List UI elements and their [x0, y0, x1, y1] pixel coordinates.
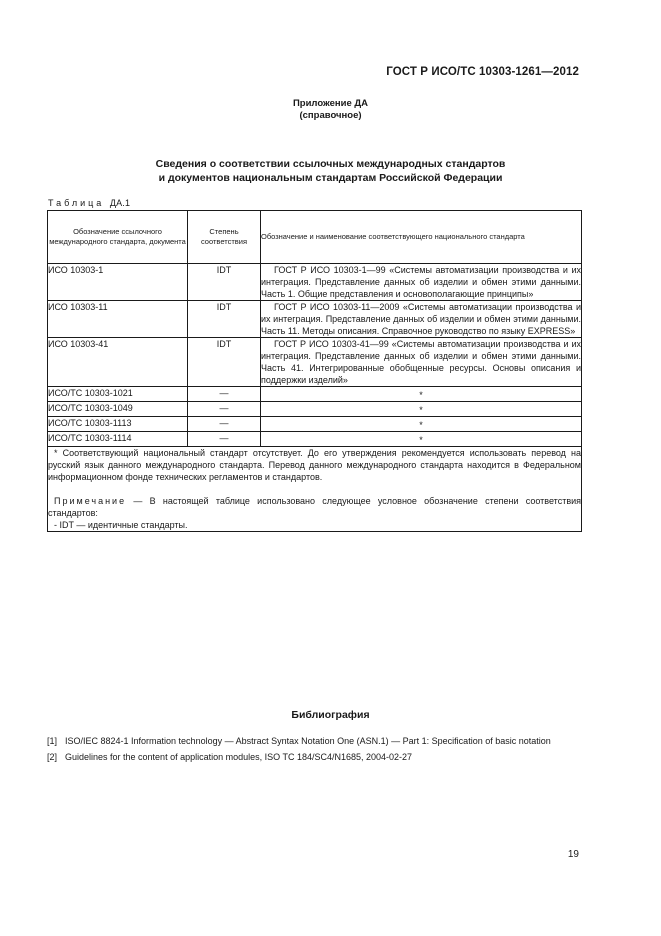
cell-degree: IDT	[188, 338, 261, 387]
table-notes	[48, 447, 582, 532]
header-international-ref: Обозначение ссылочного международного стандарта, документа	[48, 211, 188, 264]
cell-national: *	[261, 417, 582, 432]
table-label-word: Таблица	[48, 198, 105, 208]
cell-degree: —	[188, 402, 261, 417]
header-degree: Степень соответствия	[188, 211, 261, 264]
note-text: — В настоящей таблице использовано следующее условное обозначение степени соответствия стандартов:	[48, 496, 581, 518]
cell-national	[261, 264, 582, 301]
table-row	[48, 402, 582, 417]
table-row	[48, 387, 582, 402]
table-row	[48, 338, 582, 387]
table-row	[48, 301, 582, 338]
table-row	[48, 417, 582, 432]
cell-national: *	[261, 432, 582, 447]
bib-number: [2]	[47, 752, 58, 762]
cell-national-text: ГОСТ Р ИСО 10303-41—99 «Системы автоматизации производства и их интеграция. Представление данных об изделии и обмен этими данными. Часть 41. Интегрированные обобщенные ресурсы. Основы описания и поддержки изделий»	[261, 339, 581, 385]
footnote-text: * Соответствующий национальный стандарт отсутствует. До его утверждения рекомендуется использовать перевод на русский язык данного международного стандарта. Перевод данного международного стандарта находится в Федеральном информационном фонде технических регламентов и стандартов.	[48, 448, 581, 482]
cell-ref: ИСО/ТС 10303-1113	[48, 417, 188, 432]
page-number: 19	[567, 849, 579, 860]
correspondence-table	[47, 210, 582, 532]
header-national-standard: Обозначение и наименование соответствующего национального стандарта	[261, 211, 582, 264]
cell-degree: —	[188, 432, 261, 447]
cell-national: *	[261, 387, 582, 402]
cell-degree: IDT	[188, 301, 261, 338]
heading-line-1: Сведения о соответствии ссылочных международных стандартов	[155, 158, 506, 170]
cell-degree: —	[188, 417, 261, 432]
heading-line-2: и документов национальным стандартам Российской Федерации	[158, 172, 503, 184]
bibliography-item	[47, 751, 582, 763]
table-row	[48, 264, 582, 301]
table-label-number: ДА.1	[109, 198, 131, 208]
note-item-text: - IDT — идентичные стандарты.	[54, 520, 188, 530]
bibliography-item	[47, 735, 582, 747]
document-code: ГОСТ Р ИСО/ТС 10303-1261—2012	[386, 66, 579, 78]
table-notes-row	[48, 447, 582, 532]
bib-text: Guidelines for the content of application modules, ISO TC 184/SC4/N1685, 2004-02-27	[65, 752, 413, 762]
annex-title: Приложение ДА	[292, 98, 369, 109]
cell-degree: IDT	[188, 264, 261, 301]
bib-number: [1]	[47, 736, 58, 746]
bib-text: ISO/IEC 8824-1 Information technology — Abstract Syntax Notation One (ASN.1) — Part 1: Specification of basic notation	[65, 736, 551, 746]
cell-ref: ИСО 10303-11	[48, 301, 188, 338]
cell-ref: ИСО/ТС 10303-1114	[48, 432, 188, 447]
cell-ref: ИСО/ТС 10303-1021	[48, 387, 188, 402]
table-note	[48, 495, 581, 519]
note-item	[48, 519, 581, 531]
cell-ref: ИСО 10303-41	[48, 338, 188, 387]
cell-national	[261, 301, 582, 338]
cell-degree: —	[188, 387, 261, 402]
table-label	[48, 198, 130, 208]
annex-title-block	[0, 98, 661, 122]
annex-subtitle: (справочное)	[299, 110, 362, 121]
table-row	[48, 432, 582, 447]
cell-ref: ИСО 10303-1	[48, 264, 188, 301]
cell-ref: ИСО/ТС 10303-1049	[48, 402, 188, 417]
bibliography-title: Библиография	[291, 709, 370, 721]
table-footnote	[48, 447, 581, 483]
cell-national-text: ГОСТ Р ИСО 10303-11—2009 «Системы автоматизации производства и их интеграция. Представление данных об изделии и обмен этими данными. Часть 11. Методы описания. Справочное руководство по языку EXPRESS»	[261, 302, 581, 336]
bibliography-list	[47, 735, 582, 767]
section-heading	[0, 157, 661, 185]
cell-national-text: ГОСТ Р ИСО 10303-1—99 «Системы автоматизации производства и их интеграция. Представление данных об изделии и обмен этими данными. Часть 1. Общие представления и основополагающие принципы»	[261, 265, 581, 299]
cell-national	[261, 338, 582, 387]
cell-national: *	[261, 402, 582, 417]
table-header-row	[48, 211, 582, 264]
note-label: Примечание	[54, 496, 127, 506]
